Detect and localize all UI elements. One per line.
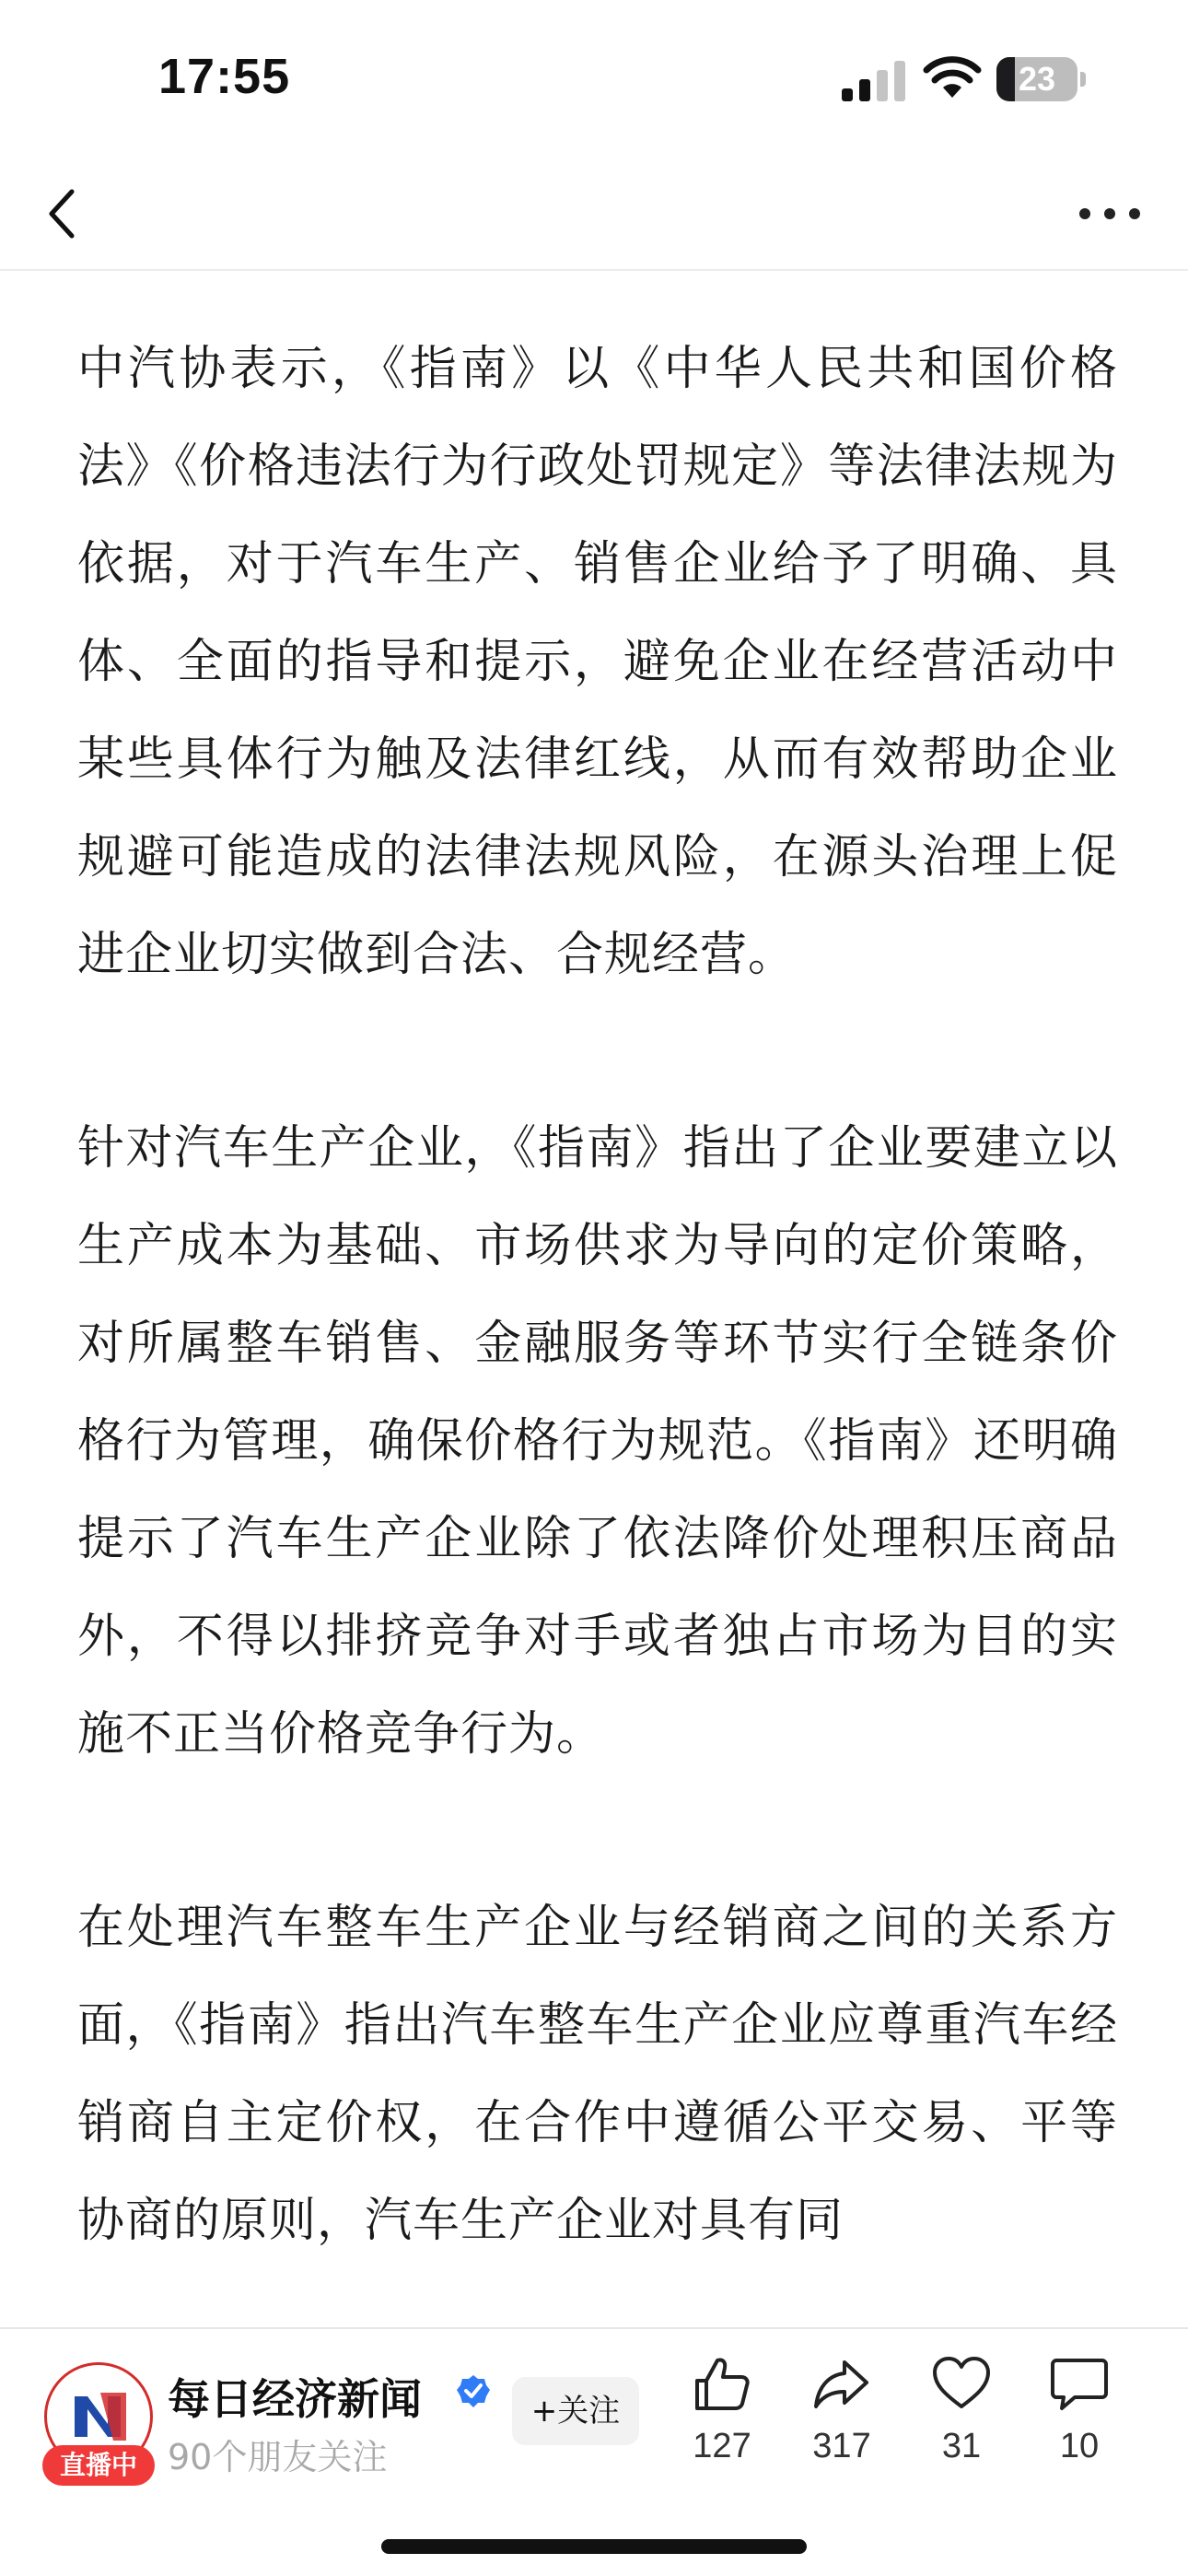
follower-count: 90个朋友关注: [168, 2437, 388, 2477]
status-bar: [0, 0, 1188, 157]
favorite-button[interactable]: [906, 2353, 1017, 2500]
like-button[interactable]: [667, 2353, 777, 2500]
article-body: [77, 321, 1118, 2366]
signal-icon: [842, 61, 906, 101]
comment-icon: [1049, 2353, 1110, 2414]
more-horizontal-icon: [1059, 177, 1160, 251]
article-paragraph: 中汽协表示，《指南》以《中华人民共和国价格法》《价格违法行为行政处罚规定》等法律法规为依据，对于汽车生产、销售企业给予了明确、具体、全面的指导和提示，避免企业在经营活动中某些具体行为触及法律红线，从而有效帮助企业规避可能造成的法律法规风险，在源头治理上促进企业切实做到合法、合规经营。: [77, 342, 1118, 982]
favorite-count: 31: [941, 2427, 982, 2465]
comment-count: 10: [1059, 2427, 1100, 2465]
chevron-left-icon: [28, 177, 101, 251]
share-button[interactable]: [786, 2353, 897, 2500]
follow-button[interactable]: +关注: [512, 2377, 639, 2445]
share-count: 317: [812, 2427, 871, 2465]
back-button[interactable]: [28, 177, 101, 251]
verified-badge-icon: [455, 2373, 492, 2410]
heart-icon: [931, 2353, 992, 2414]
status-time: 17:55: [158, 49, 291, 104]
like-count: 127: [693, 2427, 751, 2465]
battery-icon: [996, 57, 1089, 101]
comment-button[interactable]: [1024, 2353, 1135, 2500]
battery-cap: [1080, 72, 1086, 87]
wifi-icon: [923, 55, 982, 101]
more-button[interactable]: [1059, 177, 1160, 251]
share-icon: [811, 2353, 872, 2414]
account-name[interactable]: 每日经济新闻: [168, 2374, 422, 2424]
nav-bar: [0, 157, 1188, 271]
home-indicator[interactable]: [381, 2539, 807, 2554]
article-paragraph: 针对汽车生产企业，《指南》指出了企业要建立以生产成本为基础、市场供求为导向的定价策略，对所属整车销售、金融服务等环节实行全链条价格行为管理，确保价格行为规范。《指南》还明确提示了汽车生产企业除了依法降价处理积压商品外，不得以排挤竞争对手或者独占市场为目的实施不正当价格竞争行为。: [77, 1121, 1118, 1762]
article-paragraph: 在处理汽车整车生产企业与经销商之间的关系方面，《指南》指出汽车整车生产企业应尊重汽车经销商自主定价权，在合作中遵循公平交易、平等协商的原则，汽车生产企业对具有同: [77, 1901, 1118, 2248]
live-badge[interactable]: 直播中: [42, 2445, 155, 2486]
battery-body: [996, 57, 1077, 101]
battery-level: 23: [1018, 60, 1056, 98]
thumbs-up-icon: [692, 2353, 752, 2414]
